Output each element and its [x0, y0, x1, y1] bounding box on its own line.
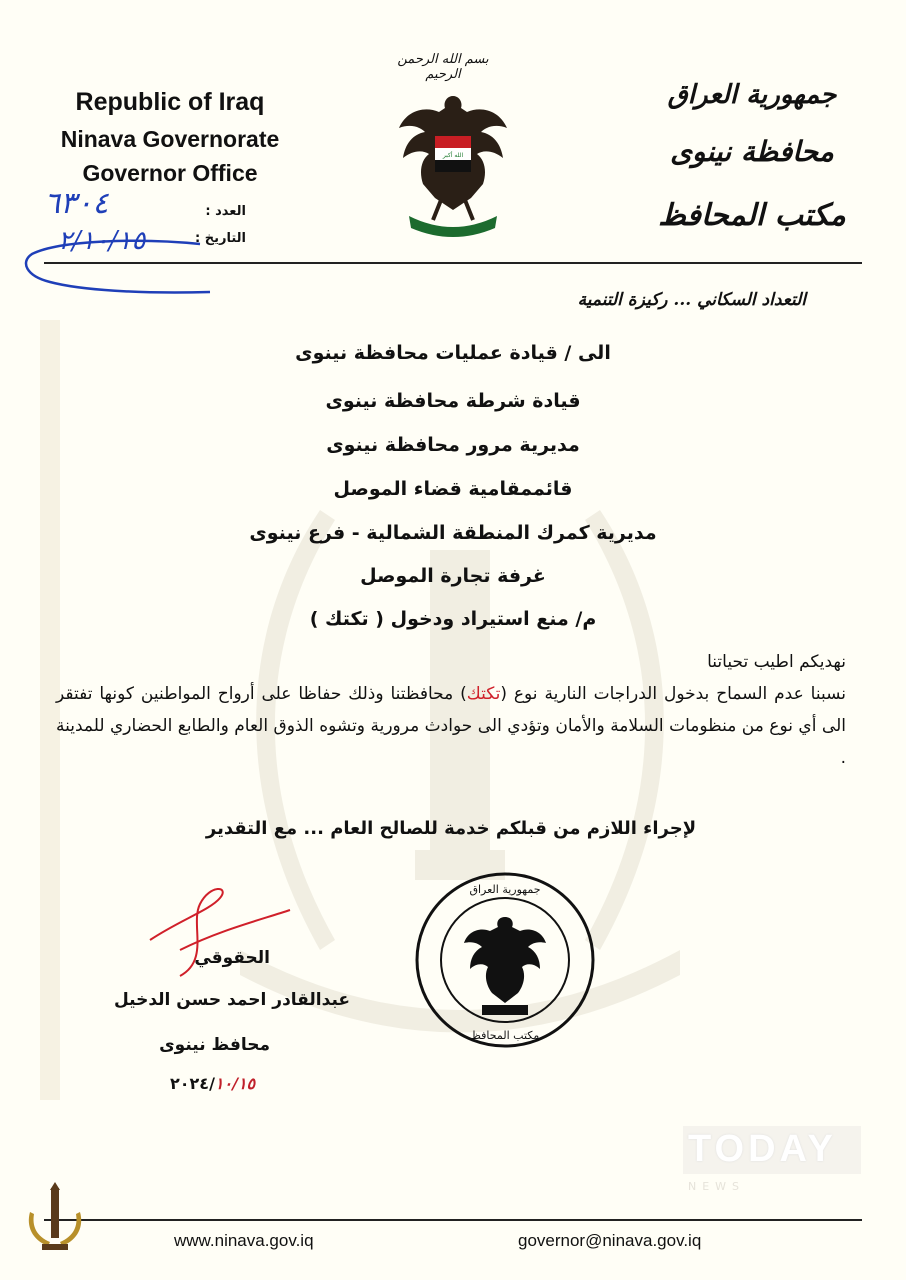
letter-subject: م/ منع استيراد ودخول ( تكتك )	[309, 608, 597, 630]
news-watermark-word: TODAY	[688, 1128, 837, 1170]
closing-line: لإجراء اللازم من قبلكم خدمة للصالح العام ... مع التقدير	[205, 818, 697, 839]
recipient-mosul-district: قائممقامية قضاء الموصل	[333, 478, 573, 500]
recipient-customs-directorate: مديرية كمرك المنطقة الشمالية - فرع نينوى	[249, 522, 657, 544]
reference-number-label: العدد :	[205, 204, 246, 219]
stamp-text-top: جمهورية العراق	[469, 883, 541, 896]
signatory-role: محافظ نينوى	[159, 1035, 270, 1055]
svg-text:الله أكبر: الله أكبر	[442, 152, 464, 159]
reference-date-handwritten: ٢/١٠/١٥	[58, 226, 146, 256]
recipient-chamber-of-commerce: غرفة تجارة الموصل	[360, 565, 546, 587]
reference-number-handwritten: ٦٣٠٤	[44, 186, 109, 221]
body-highlighted-word: تكتك	[466, 684, 501, 704]
body-paragraph	[56, 678, 846, 774]
official-stamp	[410, 865, 600, 1055]
signatory-title: الحقوقي	[194, 948, 270, 968]
letterhead-ar-office: مكتب المحافظ	[658, 198, 846, 233]
signature-date	[170, 1074, 310, 1093]
body-paragraph-end: ) محافظتنا وذلك حفاظا على أرواح المواطنين كونها تفتقر الى أي نوع من منظومات السلامة والأمان وتؤدي الى حوادث مرورية وتشوه الذوق العام والطابع الحضاري للمدينة .	[56, 684, 846, 768]
footer-divider	[44, 1219, 862, 1221]
recipient-police-command: قيادة شرطة محافظة نينوى	[325, 390, 581, 412]
basmala: بسم الله الرحمن الرحيم	[397, 52, 489, 82]
ninava-tower-logo-icon	[22, 1182, 88, 1258]
stamp-text-bottom: مكتب المحافظ	[470, 1029, 540, 1042]
signatory-name: عبدالقادر احمد حسن الدخيل	[113, 990, 350, 1010]
recipient-operations-command: الى / قيادة عمليات محافظة نينوى	[295, 342, 611, 364]
recipient-traffic-directorate: مديرية مرور محافظة نينوى	[326, 434, 580, 456]
reference-date-label: التاريخ :	[195, 231, 246, 246]
iraq-eagle-emblem-icon	[395, 88, 511, 238]
census-slogan: التعداد السكاني ... ركيزة التنمية	[577, 290, 806, 310]
news-watermark-sub: NEWS	[688, 1180, 746, 1193]
letterhead-en-office: Governor Office	[82, 160, 258, 186]
greeting-line: نهديكم اطيب تحياتنا	[707, 652, 846, 672]
footer-website: www.ninava.gov.iq	[174, 1231, 314, 1250]
letterhead-en-country: Republic of Iraq	[75, 88, 265, 116]
blue-ink-flourish	[20, 232, 220, 312]
letterhead-en-governorate: Ninava Governorate	[60, 126, 280, 152]
signature-date-printed: ٢٠٢٤/	[170, 1074, 215, 1093]
header-divider	[44, 262, 862, 264]
footer-email: governor@ninava.gov.iq	[518, 1231, 702, 1250]
signature-date-handwritten: ١٠/١٥	[214, 1074, 256, 1093]
body-paragraph-start: نسبنا عدم السماح بدخول الدراجات النارية نوع (	[500, 684, 846, 704]
letterhead-ar-governorate: محافظة نينوى	[670, 135, 834, 168]
letterhead-ar-country: جمهورية العراق	[667, 80, 837, 110]
